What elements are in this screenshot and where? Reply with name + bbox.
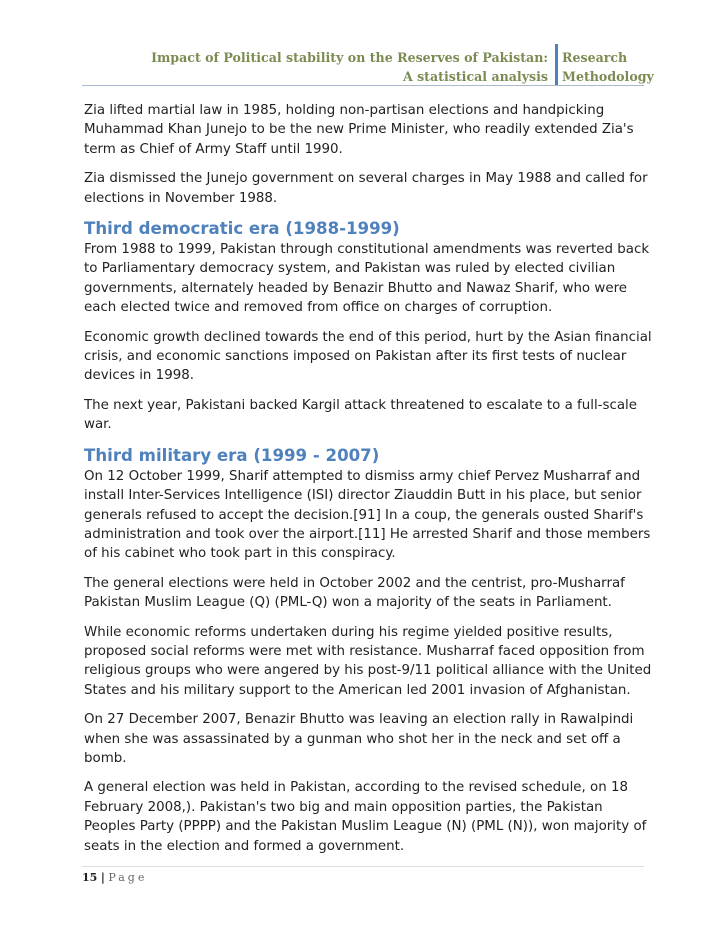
page-label: Page [108, 871, 148, 884]
header-section-line1: Research [562, 50, 628, 65]
paragraph: From 1988 to 1999, Pakistan through constitutional amendments was reverted back to Parliamentary democracy system, and Pakistan was ruled by elected civilian governments, alternately headed by Benazir Bhutto and Nawaz Sharif, who were each elected twice and removed from office on charges of corruption. [84, 242, 650, 316]
paragraph: Zia lifted martial law in 1985, holding non-partisan elections and handpicking Muhammad Khan Junejo to be the new Prime Minister, who readily extended Zia's term as Chief of Army Staff until 1990. [84, 103, 634, 157]
section-heading-third-military-era: Third military era (1999 - 2007) [84, 445, 380, 465]
paragraph: On 27 December 2007, Benazir Bhutto was leaving an election rally in Rawalpindi when she was assassinated by a gunman who shot her in the neck and set off a bomb. [84, 712, 634, 766]
paragraph: Zia dismissed the Junejo government on several charges in May 1988 and called for elections in November 1988. [84, 171, 648, 206]
header-title-line1: Impact of Political stability on the Reserves of Pakistan: [151, 50, 548, 65]
paragraph: On 12 October 1999, Sharif attempted to dismiss army chief Pervez Musharraf and install Inter-Services Intelligence (ISI) director Ziauddin Butt in his place, but senior generals refused to accept the decision.[91] In a coup, the generals ousted Sharif's administration and took over the airport.[11] He arrested Sharif and those members of his cabinet who took part in this conspiracy. [84, 468, 651, 562]
paragraph: A general election was held in Pakistan, according to the revised schedule, on 18 February 2008,). Pakistan's two big and main opposition parties, the Pakistan Peoples Party (PPPP) and the Pakistan Muslim League (N) (PML (N)), won majority of seats in the election and formed a government. [84, 780, 647, 854]
footer-separator: | [100, 871, 105, 884]
footer-text [82, 871, 644, 884]
page-number: 15 [82, 871, 98, 884]
paragraph: The general elections were held in October 2002 and the centrist, pro-Musharraf Pakistan Muslim League (Q) (PML-Q) won a majority of the seats in Parliament. [84, 575, 625, 611]
paragraph: Economic growth declined towards the end of this period, hurt by the Asian financial crisis, and economic sanctions imposed on Pakistan after its first tests of nuclear devices in 1998. [84, 329, 652, 384]
page-header [0, 44, 728, 86]
paragraph: The next year, Pakistani backed Kargil attack threatened to escalate to a full-scale war. [84, 397, 638, 433]
page-footer [82, 866, 644, 884]
header-title-line2: A statistical analysis [402, 69, 548, 84]
header-section [562, 48, 654, 86]
header-section-line2: Methodology [562, 69, 654, 84]
header-title [151, 48, 548, 86]
document-body [84, 101, 654, 866]
footer-rule [82, 866, 644, 867]
section-heading-third-democratic-era: Third democratic era (1988-1999) [84, 219, 400, 239]
paragraph: While economic reforms undertaken during his regime yielded positive results, proposed social reforms were met with resistance. Musharraf faced opposition from religious groups who were angered by his post-9/11 political alliance with the United States and his military support to the American led 2001 invasion of Afghanistan. [84, 624, 652, 698]
header-divider [555, 44, 558, 85]
header-bottom-rule [82, 85, 644, 86]
